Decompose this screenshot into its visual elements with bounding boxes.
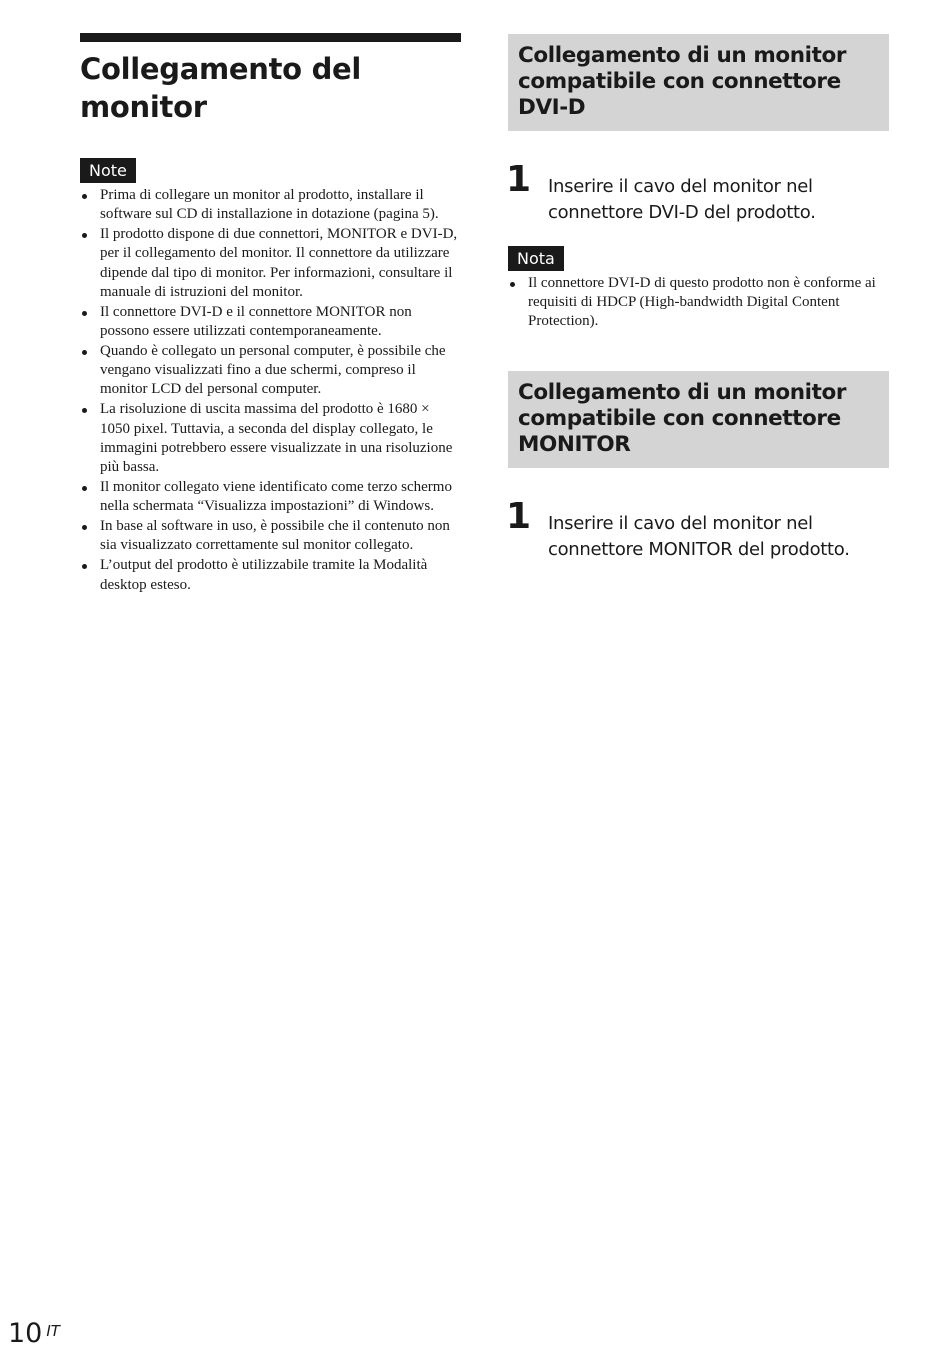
note-item: Quando è collegato un personal computer, è possibile che vengano visualizzati fino a due schermi, compreso il monitor LCD del personal computer. — [80, 342, 461, 400]
step-number: 1 — [506, 496, 532, 537]
title-rule — [80, 33, 461, 42]
note-item: Il monitor collegato viene identificato come terzo schermo nella schermata “Visualizza impostazioni” di Windows. — [80, 478, 461, 516]
nota-label: Nota — [508, 246, 564, 271]
section-header-dvi-d — [508, 34, 889, 131]
section-heading-line: Collegamento di un monitor — [518, 43, 847, 68]
note-item: Il prodotto dispone di due connettori, MONITOR e DVI-D, per il collegamento del monitor. Il connettore da utilizzare dipende dal tipo di monitor. Per informazioni, consultare il manuale di istruzioni del monitor. — [80, 225, 461, 302]
step-text-line: connettore DVI-D del prodotto. — [548, 202, 816, 223]
step-text-line: Inserire il cavo del monitor nel — [548, 513, 813, 534]
note-item: L’output del prodotto è utilizzabile tramite la Modalità desktop esteso. — [80, 556, 461, 594]
notes-label: Note — [80, 158, 136, 183]
page-title — [80, 50, 461, 126]
step-dvi-d — [506, 160, 896, 230]
page-number: 10 — [8, 1318, 43, 1349]
note-item: Il connettore DVI-D e il connettore MONITOR non possono essere utilizzati contemporaneamente. — [80, 303, 461, 341]
step-monitor — [506, 497, 896, 567]
note-item: In base al software in uso, è possibile che il contenuto non sia visualizzato correttamente sul monitor collegato. — [80, 517, 461, 555]
step-text-line: connettore MONITOR del prodotto. — [548, 539, 850, 560]
step-text — [548, 511, 893, 563]
section-heading-line: MONITOR — [518, 432, 631, 457]
section-heading-line: compatibile con connettore — [518, 406, 841, 431]
step-number: 1 — [506, 159, 532, 200]
note-item: Prima di collegare un monitor al prodotto, installare il software sul CD di installazione in dotazione (pagina 5). — [80, 186, 461, 224]
step-text-line: Inserire il cavo del monitor nel — [548, 176, 813, 197]
notes-list — [80, 186, 461, 595]
section-heading-dvi-d — [518, 43, 879, 121]
page-title-line-2: monitor — [80, 90, 207, 124]
section-heading-line: compatibile con connettore — [518, 69, 841, 94]
page-language: IT — [46, 1322, 60, 1340]
nota-list — [508, 274, 889, 332]
nota-block — [508, 246, 889, 332]
section-header-monitor — [508, 371, 889, 468]
page-footer — [8, 1316, 60, 1352]
section-heading-monitor — [518, 380, 879, 458]
note-item: La risoluzione di uscita massima del prodotto è 1680 × 1050 pixel. Tuttavia, a seconda del display collegato, le immagini potrebbero essere visualizzate in una risoluzione più bassa. — [80, 400, 461, 477]
left-column — [80, 33, 461, 596]
step-text — [548, 174, 893, 226]
nota-item: Il connettore DVI-D di questo prodotto non è conforme ai requisiti di HDCP (High-bandwidth Digital Content Protection). — [508, 274, 889, 332]
section-heading-line: DVI-D — [518, 95, 586, 120]
section-heading-line: Collegamento di un monitor — [518, 380, 847, 405]
page-title-line-1: Collegamento del — [80, 52, 362, 86]
